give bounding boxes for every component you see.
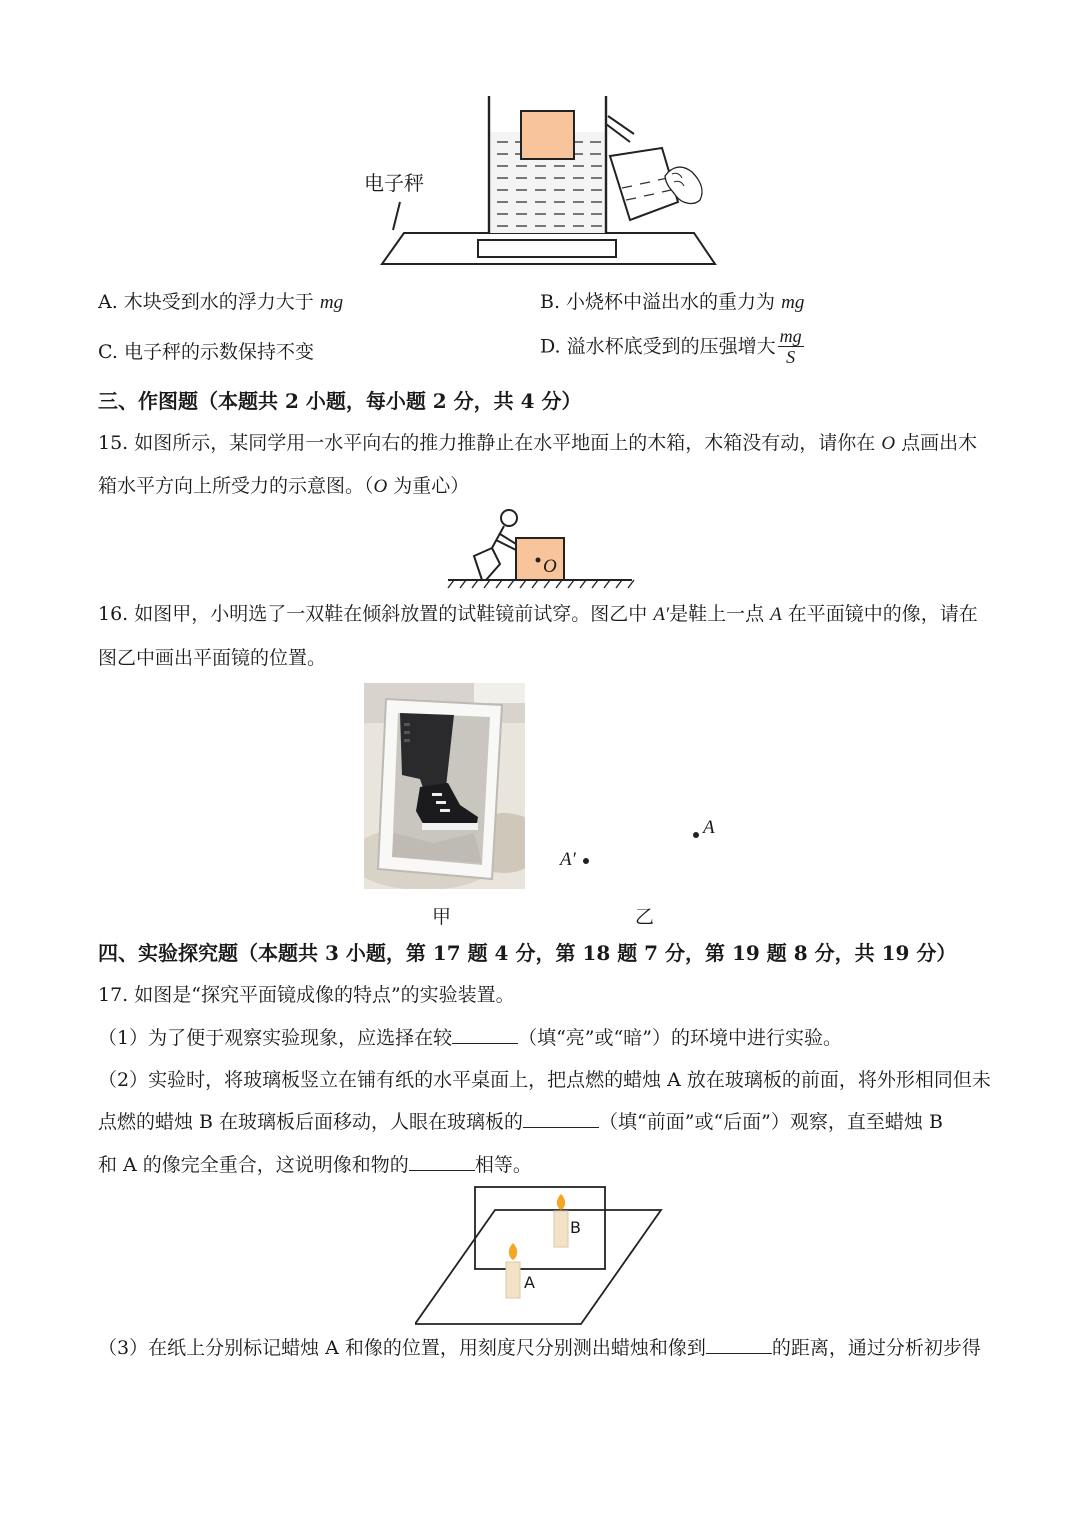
q17-text: 的距离，通过分析初步得: [771, 1337, 981, 1359]
answer-blank[interactable]: [409, 1152, 475, 1171]
q16-line-2: 图乙中画出平面镜的位置。: [98, 647, 327, 669]
paper-sheet: [415, 1210, 661, 1324]
option-d: [540, 326, 804, 378]
q15-line-2: [98, 473, 469, 500]
answer-blank[interactable]: [706, 1335, 772, 1354]
glass-plate-figure: [415, 1184, 665, 1326]
wooden-block: [521, 111, 574, 159]
fraction-denominator: S: [786, 347, 796, 367]
scale-display: [478, 240, 616, 257]
q16-line-1: [98, 601, 978, 628]
q15-text: 箱水平方向上所受力的示意图。（: [98, 475, 374, 497]
fraction-numerator: mg: [779, 326, 802, 346]
option-b: [540, 289, 804, 316]
caption-yi: 乙: [635, 906, 655, 928]
center-of-gravity-point: [536, 558, 541, 563]
q17-text: 点燃的蜡烛 B 在玻璃板后面移动，人眼在玻璃板的: [98, 1111, 524, 1133]
person-icon: [474, 510, 517, 580]
option-b-text: B. 小烧杯中溢出水的重力为: [540, 291, 782, 313]
q15-text: 为重心）: [387, 475, 470, 497]
point-a-prime-dot: [583, 858, 589, 864]
option-d-fraction: [778, 326, 804, 367]
flame-b-icon: [557, 1194, 565, 1210]
point-a-label: A: [703, 817, 715, 838]
q17-text: （1）为了便于观察实验现象，应选择在较: [98, 1027, 453, 1049]
push-box-figure: [440, 504, 640, 590]
q16-var: A: [770, 604, 782, 625]
option-a: [98, 289, 343, 316]
q17-text: 相等。: [474, 1154, 532, 1176]
point-a-dot: [693, 832, 699, 838]
candle-b-label: B: [570, 1218, 581, 1237]
point-o-label: O: [543, 556, 557, 577]
q17-part-2-line-2: [98, 1109, 943, 1135]
answer-blank[interactable]: [452, 1025, 518, 1044]
candle-b: [554, 1211, 568, 1247]
option-b-var: mg: [781, 292, 805, 313]
option-a-text: A. 木块受到水的浮力大于: [98, 291, 320, 313]
q16-text: 在平面镜中的像，请在: [781, 603, 978, 625]
q15-var: O: [373, 476, 388, 497]
q17-text: 和 A 的像完全重合，这说明像和物的: [98, 1154, 409, 1176]
q16-text: 16. 如图甲，小明选了一双鞋在倾斜放置的试鞋镜前试穿。图乙中: [98, 603, 654, 625]
answer-blank[interactable]: [523, 1109, 599, 1128]
scale-label: 电子秤: [364, 171, 424, 195]
q17-part-1: [98, 1025, 842, 1051]
spout-upper: [608, 116, 634, 134]
q17-part-2-line-1: （2）实验时，将玻璃板竖立在铺有纸的水平桌面上，把点燃的蜡烛 A 放在玻璃板的前面，将外形相同但未: [98, 1069, 991, 1091]
q15-text: 点画出木: [895, 432, 978, 454]
section-4-heading: 四、实验探究题（本题共 3 小题，第 17 题 4 分，第 18 题 7 分，第 19 题 8 分，共 19 分）: [98, 941, 957, 965]
scale-leader-line: [393, 202, 400, 230]
q15-line-1: [98, 430, 977, 457]
caption-jia: 甲: [432, 906, 452, 928]
q17-stem: 17. 如图是“探究平面镜成像的特点”的实验装置。: [98, 984, 515, 1006]
section-3-heading: 三、作图题（本题共 2 小题，每小题 2 分，共 4 分）: [98, 389, 582, 413]
q15-var: O: [881, 433, 896, 454]
mirror-photo: [364, 683, 525, 889]
q17-part-3: [98, 1335, 981, 1361]
q17-text: （填“前面”或“后面”）观察，直至蜡烛 B: [599, 1111, 943, 1133]
q16-text: 是鞋上一点: [669, 603, 771, 625]
q17-text: （填“亮”或“暗”）的环境中进行实验。: [518, 1027, 842, 1049]
spout-lower: [606, 124, 630, 142]
candle-a-label: A: [524, 1273, 535, 1292]
option-d-text: D. 溢水杯底受到的压强增大: [540, 335, 776, 358]
q17-text: （3）在纸上分别标记蜡烛 A 和像的位置，用刻度尺分别测出蜡烛和像到: [98, 1337, 706, 1359]
q16-var: A′: [653, 604, 670, 625]
point-a-prime-label: A′: [560, 849, 576, 870]
option-a-var: mg: [319, 292, 344, 313]
q15-text: 15. 如图所示，某同学用一水平向右的推力推静止在水平地面上的木箱，木箱没有动，请你在: [98, 432, 882, 454]
option-c: C. 电子秤的示数保持不变: [98, 341, 314, 363]
candle-a: [506, 1262, 520, 1298]
q17-part-2-line-3: [98, 1152, 532, 1178]
